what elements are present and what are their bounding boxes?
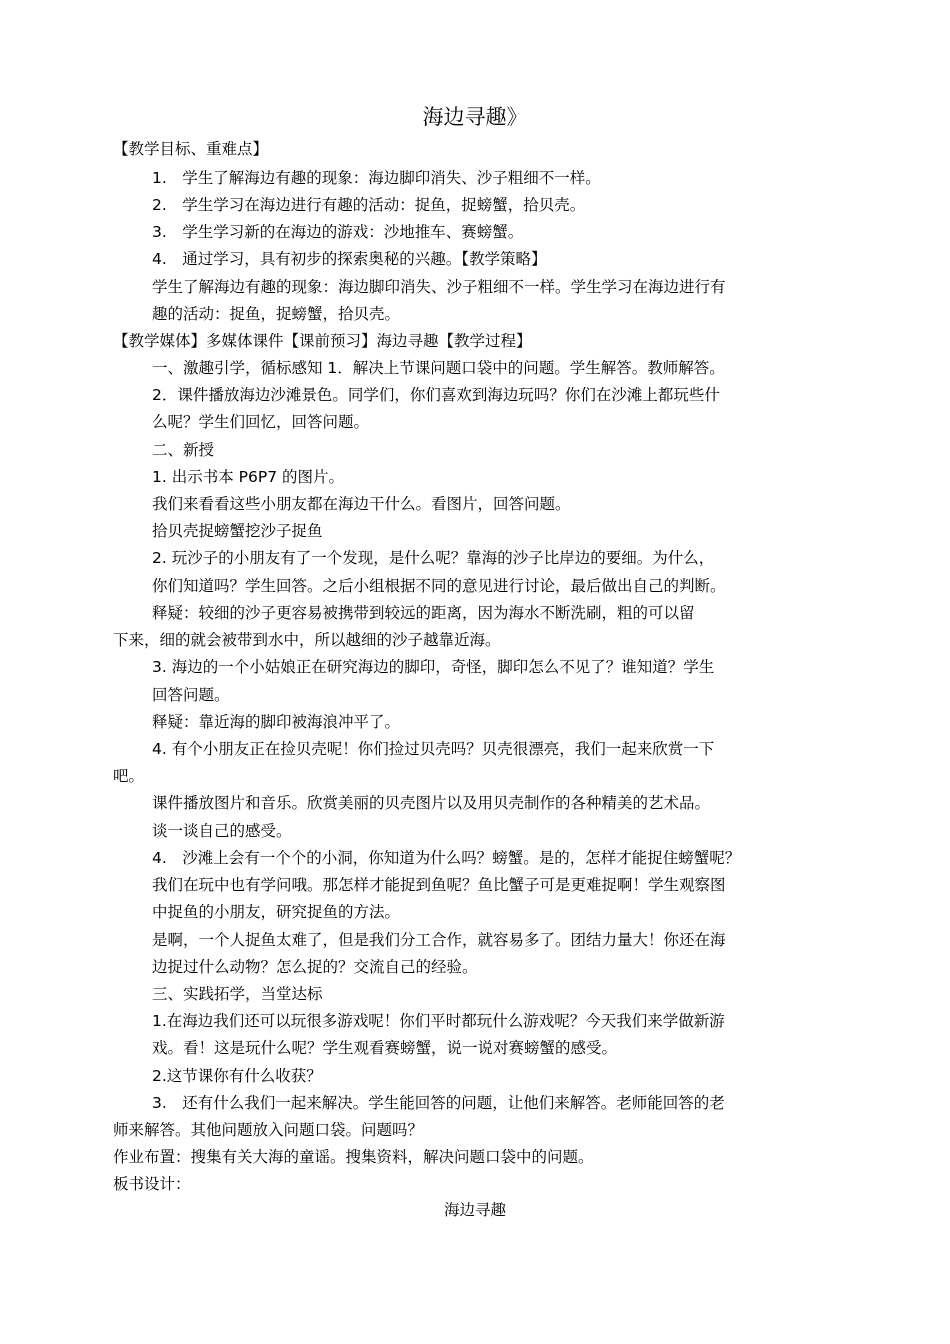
homework-line: 作业布置：搜集有关大海的童谣。搜集资料，解决问题口袋中的问题。 xyxy=(113,1148,594,1166)
new-lesson-step-2-line-2: 你们知道吗？学生回答。之后小组根据不同的意见进行讨论，最后做出自己的判断。 xyxy=(152,577,726,595)
section-heading-media: 【教学媒体】多媒体课件【课前预习】海边寻趣【教学过程】 xyxy=(113,332,532,350)
document-title: 海边寻趣》 xyxy=(422,105,528,129)
practice-item-1-line-2: 戏。看！这是玩什么呢？学生观看赛螃蟹，说一说对赛螃蟹的感受。 xyxy=(152,1039,618,1057)
board-design-title: 海边寻趣 xyxy=(443,1201,506,1219)
practice-item-1-line-1: 1.在海边我们还可以玩很多游戏呢！你们平时都玩什么游戏呢？今天我们来学做新游 xyxy=(152,1012,725,1030)
process-part-1-line-1: 一、激趣引学，循标感知 1．解决上节课问题口袋中的问题。学生解答。教师解答。 xyxy=(152,359,725,377)
section-heading-new-lesson: 二、新授 xyxy=(152,441,215,459)
explanation-footprints: 释疑：靠近海的脚印被海浪冲平了。 xyxy=(152,713,401,731)
objective-item-2: 2. 学生学习在海边进行有趣的活动：捉鱼，捉螃蟹，拾贝壳。 xyxy=(152,196,586,214)
new-lesson-step-1-text: 我们来看看这些小朋友都在海边干什么。看图片，回答问题。 xyxy=(152,495,571,513)
explanation-sand-line-1: 释疑：较细的沙子更容易被携带到较远的距离，因为海水不断洗刷，粗的可以留 xyxy=(152,604,695,622)
new-lesson-step-1: 1. 出示书本 P6P7 的图片。 xyxy=(152,468,344,486)
section-heading-objectives: 【教学目标、重难点】 xyxy=(113,140,269,158)
practice-item-3-line-2: 师来解答。其他问题放入问题口袋。问题吗？ xyxy=(113,1121,424,1139)
new-lesson-step-3-line-1: 3. 海边的一个小姑娘正在研究海边的脚印，奇怪，脚印怎么不见了？谁知道？学生 xyxy=(152,658,715,676)
shell-feelings-line: 谈一谈自己的感受。 xyxy=(152,822,292,840)
board-design-label: 板书设计： xyxy=(113,1175,191,1193)
new-lesson-step-3-line-2: 回答问题。 xyxy=(152,686,230,704)
new-lesson-step-4-line-1: 4. 有个小朋友正在捡贝壳呢！你们捡过贝壳吗？贝壳很漂亮，我们一起来欣赏一下 xyxy=(152,740,715,758)
strategy-paragraph-line-2: 趣的活动：捉鱼，捉螃蟹，拾贝壳。 xyxy=(152,305,401,323)
shell-media-line: 课件播放图片和音乐。欣赏美丽的贝壳图片以及用贝壳制作的各种精美的艺术品。 xyxy=(152,794,711,812)
objective-item-1: 1. 学生了解海边有趣的现象：海边脚印消失、沙子粗细不一样。 xyxy=(152,169,601,187)
crab-step-line-1: 4. 沙滩上会有一个个的小洞，你知道为什么吗？螃蟹。是的，怎样才能捉住螃蟹呢？ xyxy=(152,849,741,867)
objective-item-3: 3. 学生学习新的在海边的游戏：沙地推车、赛螃蟹。 xyxy=(152,223,524,241)
teamwork-line-1: 是啊，一个人捉鱼太难了，但是我们分工合作，就容易多了。团结力量大！你还在海 xyxy=(152,931,726,949)
objective-item-4: 4. 通过学习，具有初步的探索奥秘的兴趣。【教学策略】 xyxy=(152,250,547,268)
process-part-1-line-3: 么呢？学生们回忆，回答问题。 xyxy=(152,413,370,431)
explanation-sand-line-2: 下来，细的就会被带到水中，所以越细的沙子越靠近海。 xyxy=(113,631,501,649)
section-heading-practice: 三、实践拓学，当堂达标 xyxy=(152,985,323,1003)
practice-item-2: 2.这节课你有什么收获？ xyxy=(152,1067,322,1085)
crab-step-line-2: 我们在玩中也有学问哦。那怎样才能捉到鱼呢？鱼比蟹子可是更难捉啊！学生观察图 xyxy=(152,876,726,894)
new-lesson-step-4-line-2: 吧。 xyxy=(113,767,145,785)
new-lesson-step-2-line-1: 2. 玩沙子的小朋友有了一个发现，是什么呢？靠海的沙子比岸边的要细。为什么， xyxy=(152,549,715,567)
practice-item-3-line-1: 3. 还有什么我们一起来解决。学生能回答的问题，让他们来解答。老师能回答的老 xyxy=(152,1094,725,1112)
teamwork-line-2: 边捉过什么动物？怎么捉的？交流自己的经验。 xyxy=(152,958,478,976)
crab-step-line-3: 中捉鱼的小朋友，研究捉鱼的方法。 xyxy=(152,903,401,921)
process-part-1-line-2: 2．课件播放海边沙滩景色。同学们，你们喜欢到海边玩吗？你们在沙滩上都玩些什 xyxy=(152,386,720,404)
new-lesson-activities: 拾贝壳捉螃蟹挖沙子捉鱼 xyxy=(152,522,323,540)
strategy-paragraph-line-1: 学生了解海边有趣的现象：海边脚印消失、沙子粗细不一样。学生学习在海边进行有 xyxy=(152,278,726,296)
